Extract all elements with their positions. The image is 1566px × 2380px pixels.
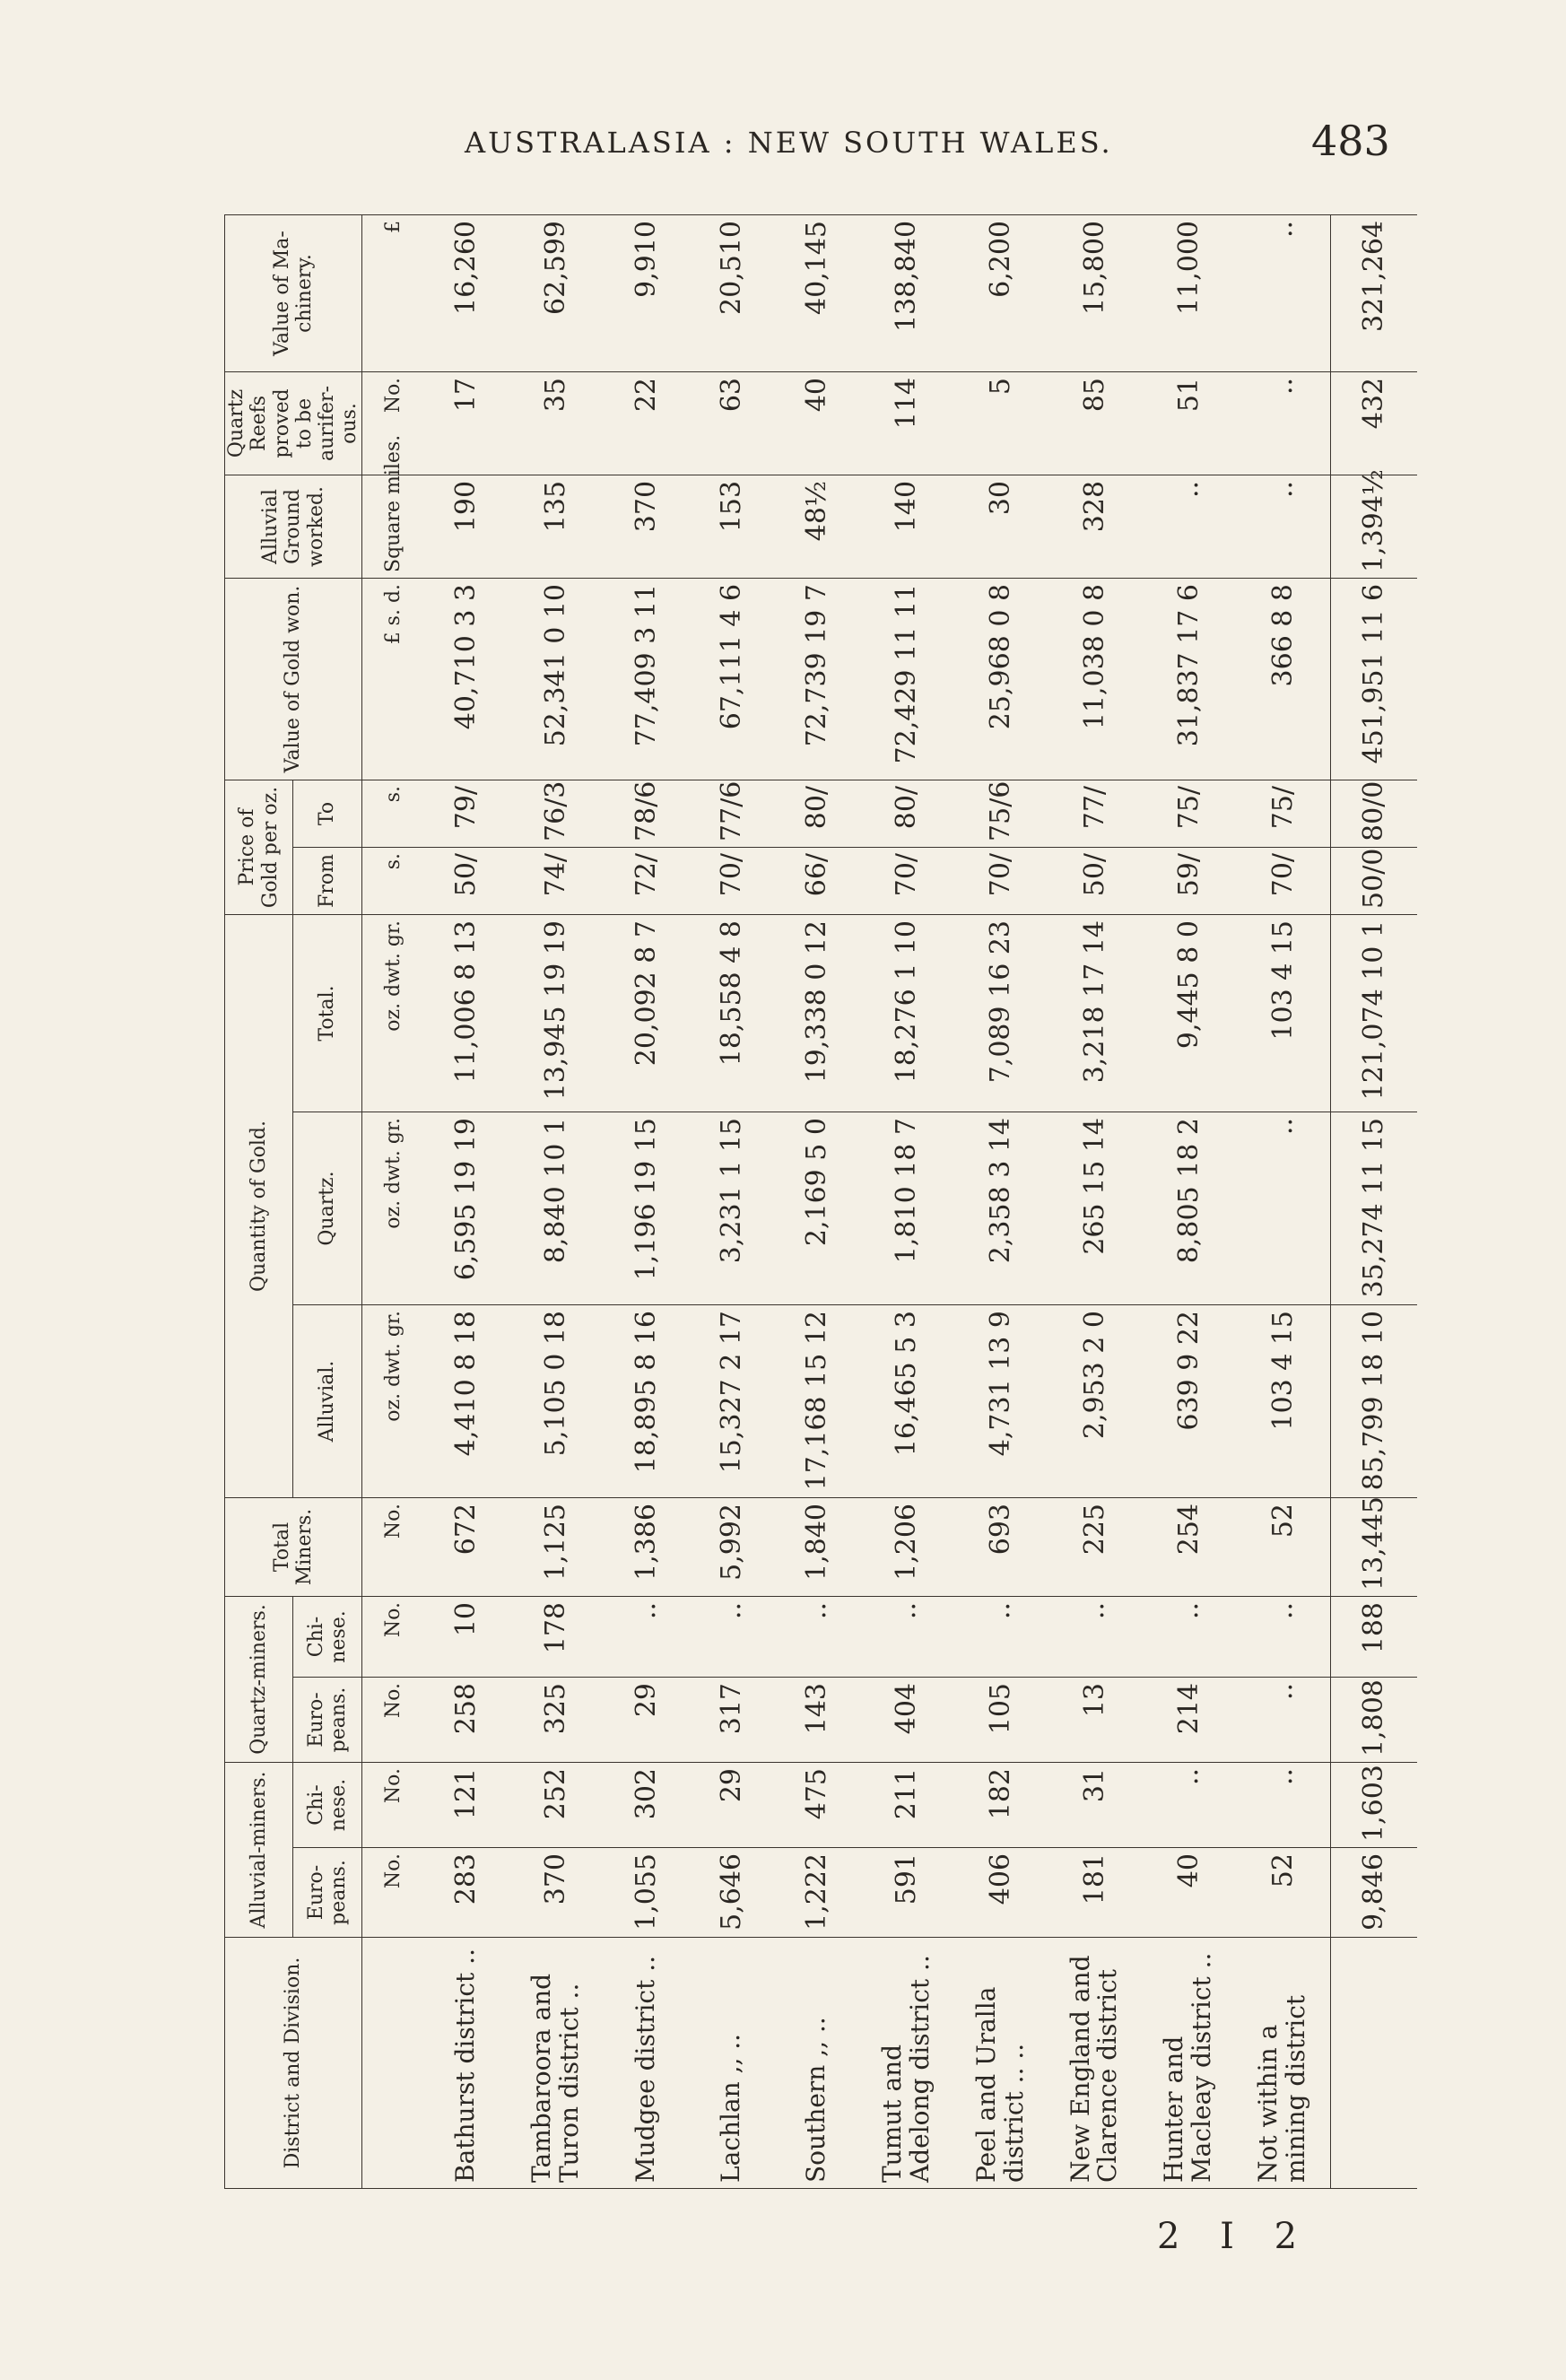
- price-from-cell: 70/: [1236, 847, 1331, 914]
- page-number: 483: [1311, 117, 1390, 165]
- units-cell: s.: [361, 780, 423, 847]
- quartz-chinese-cell: ..: [953, 1596, 1048, 1677]
- price-to-cell: 80/: [774, 780, 859, 847]
- running-title: AUSTRALASIA : NEW SOUTH WALES.: [465, 126, 1113, 160]
- total-miners-cell: 254: [1142, 1497, 1236, 1596]
- alluvial-europeans-cell: 1,055: [603, 1848, 688, 1938]
- alluvial-europeans-cell: 181: [1048, 1848, 1142, 1938]
- units-cell: £ s. d.: [361, 578, 423, 780]
- subheader-quartz: Quartz.: [293, 1112, 361, 1304]
- total-gold-cell: 7,089 16 23: [953, 914, 1048, 1112]
- total-gold-cell: 13,945 19 19: [509, 914, 604, 1112]
- quartz-europeans-cell: 325: [509, 1677, 604, 1762]
- district-cell: New England and Clarence district: [1048, 1938, 1142, 2189]
- alluvial-chinese-cell: ..: [1236, 1762, 1331, 1847]
- value-machinery-cell: 11,000: [1142, 214, 1236, 371]
- alluvial-gold-cell: 639 9 22: [1142, 1304, 1236, 1497]
- district-cell: Tambaroora and Turon district ..: [509, 1938, 604, 2189]
- table-row: [1236, 214, 1331, 2188]
- total-miners-cell: 693: [953, 1497, 1048, 1596]
- alluvial-chinese-cell: 29: [689, 1762, 774, 1847]
- price-from-cell: 70/: [953, 847, 1048, 914]
- alluvial-europeans-cell: 591: [859, 1848, 953, 1938]
- value-gold-cell: 67,111 4 6: [689, 578, 774, 780]
- subheader-alluvial: Alluvial.: [293, 1304, 361, 1497]
- district-cell: Peel and Uralla district .. ..: [953, 1938, 1048, 2189]
- quartz-europeans-cell: 214: [1142, 1677, 1236, 1762]
- table-row: [859, 214, 953, 2188]
- alluvial-gold-cell: 16,465 5 3: [859, 1304, 953, 1497]
- total-gold-cell: 18,558 4 8: [689, 914, 774, 1112]
- alluvial-chinese-cell: 252: [509, 1762, 604, 1847]
- value-machinery-cell: ..: [1236, 214, 1331, 371]
- alluvial-gold-cell: 2,953 2 0: [1048, 1304, 1142, 1497]
- units-cell: No.: [361, 1677, 423, 1762]
- total-gold-cell: 103 4 15: [1236, 914, 1331, 1112]
- value-gold-cell: 72,739 19 7: [774, 578, 859, 780]
- total-gold-cell: 3,218 17 14: [1048, 914, 1142, 1112]
- header-district: District and Division.: [225, 1938, 362, 2189]
- alluvial-gold-cell: 15,327 2 17: [689, 1304, 774, 1497]
- price-to-cell: 77/6: [689, 780, 774, 847]
- quartz-chinese-cell: 178: [509, 1596, 604, 1677]
- header-value-gold: Value of Gold won.: [225, 578, 362, 780]
- price-from-cell: 74/: [509, 847, 604, 914]
- quartz-gold-cell: ..: [1236, 1112, 1331, 1304]
- quartz-chinese-cell: ..: [1142, 1596, 1236, 1677]
- header-quantity: Quantity of Gold.: [225, 914, 293, 1497]
- quartz-europeans-cell: 258: [423, 1677, 509, 1762]
- total-alluvial-ground-cell: 1,394½: [1330, 475, 1416, 578]
- quartz-chinese-cell: ..: [1236, 1596, 1331, 1677]
- subheader-from: From: [293, 847, 361, 914]
- price-to-cell: 77/: [1048, 780, 1142, 847]
- quartz-europeans-cell: 404: [859, 1677, 953, 1762]
- alluvial-gold-cell: 103 4 15: [1236, 1304, 1331, 1497]
- header-alluvial-ground: Alluvial Ground worked.: [225, 475, 362, 578]
- total-quartz-europeans-cell: 1,808: [1330, 1677, 1416, 1762]
- quartz-gold-cell: 6,595 19 19: [423, 1112, 509, 1304]
- table-row: [423, 214, 509, 2188]
- total-alluvial-europeans-cell: 9,846: [1330, 1848, 1416, 1938]
- quartz-reefs-cell: ..: [1236, 371, 1331, 475]
- value-machinery-cell: 20,510: [689, 214, 774, 371]
- subheader-alluvial-chinese: Chi-nese.: [293, 1762, 361, 1847]
- units-cell: [361, 1938, 423, 2189]
- total-row: [1330, 214, 1416, 2188]
- price-to-cell: 79/: [423, 780, 509, 847]
- units-cell: No.: [361, 1596, 423, 1677]
- total-value-gold-cell: 451,951 11 6: [1330, 578, 1416, 780]
- alluvial-europeans-cell: 283: [423, 1848, 509, 1938]
- subheader-alluvial-europeans: Euro-peans.: [293, 1848, 361, 1938]
- price-to-cell: 80/: [859, 780, 953, 847]
- total-miners-cell: 1,840: [774, 1497, 859, 1596]
- alluvial-gold-cell: 5,105 0 18: [509, 1304, 604, 1497]
- table-row: [689, 214, 774, 2188]
- total-quartz-reefs-cell: 432: [1330, 371, 1416, 475]
- total-miners-cell: 1,386: [603, 1497, 688, 1596]
- quartz-europeans-cell: 105: [953, 1677, 1048, 1762]
- price-from-cell: 59/: [1142, 847, 1236, 914]
- units-cell: No.: [361, 1497, 423, 1596]
- table-row: [1048, 214, 1142, 2188]
- table-body: [361, 214, 1416, 2188]
- value-gold-cell: 11,038 0 8: [1048, 578, 1142, 780]
- quartz-gold-cell: 1,196 19 15: [603, 1112, 688, 1304]
- price-from-cell: 70/: [689, 847, 774, 914]
- alluvial-europeans-cell: 5,646: [689, 1848, 774, 1938]
- alluvial-ground-cell: 328: [1048, 475, 1142, 578]
- district-cell: Lachlan ,, ..: [689, 1938, 774, 2189]
- quartz-reefs-cell: 22: [603, 371, 688, 475]
- alluvial-ground-cell: 30: [953, 475, 1048, 578]
- alluvial-europeans-cell: 406: [953, 1848, 1048, 1938]
- total-miners-cell: 5,992: [689, 1497, 774, 1596]
- subheader-total: Total.: [293, 914, 361, 1112]
- units-cell: No.: [361, 1848, 423, 1938]
- total-miners-cell: 1,125: [509, 1497, 604, 1596]
- total-total-gold-cell: 121,074 10 1: [1330, 914, 1416, 1112]
- units-cell: s.: [361, 847, 423, 914]
- total-miners-cell: 52: [1236, 1497, 1331, 1596]
- header-quartz-miners: Quartz-miners.: [225, 1596, 293, 1762]
- alluvial-ground-cell: 370: [603, 475, 688, 578]
- quartz-europeans-cell: ..: [1236, 1677, 1331, 1762]
- printer-signature: 2 I 2: [1157, 2216, 1312, 2257]
- district-cell: Southern ,, ..: [774, 1938, 859, 2189]
- price-from-cell: 72/: [603, 847, 688, 914]
- total-quartz-gold-cell: 35,274 11 15: [1330, 1112, 1416, 1304]
- alluvial-chinese-cell: 302: [603, 1762, 688, 1847]
- header-quartz-reefs: Quartz Reefs proved to be aurifer-ous.: [225, 371, 362, 475]
- units-cell: No.: [361, 1762, 423, 1847]
- alluvial-ground-cell: 135: [509, 475, 604, 578]
- alluvial-europeans-cell: 370: [509, 1848, 604, 1938]
- quartz-reefs-cell: 5: [953, 371, 1048, 475]
- value-gold-cell: 31,837 17 6: [1142, 578, 1236, 780]
- units-cell: oz. dwt. gr.: [361, 1112, 423, 1304]
- quartz-chinese-cell: ..: [603, 1596, 688, 1677]
- table-row: [774, 214, 859, 2188]
- total-value-machinery-cell: 321,264: [1330, 214, 1416, 371]
- price-to-cell: 78/6: [603, 780, 688, 847]
- alluvial-gold-cell: 4,410 8 18: [423, 1304, 509, 1497]
- quartz-gold-cell: 3,231 1 15: [689, 1112, 774, 1304]
- quartz-chinese-cell: ..: [1048, 1596, 1142, 1677]
- subheader-quartz-europeans: Euro-peans.: [293, 1677, 361, 1762]
- price-to-cell: 75/: [1142, 780, 1236, 847]
- alluvial-europeans-cell: 1,222: [774, 1848, 859, 1938]
- value-machinery-cell: 40,145: [774, 214, 859, 371]
- quartz-gold-cell: 8,805 18 2: [1142, 1112, 1236, 1304]
- quartz-reefs-cell: 63: [689, 371, 774, 475]
- quartz-gold-cell: 265 15 14: [1048, 1112, 1142, 1304]
- table-row: [1142, 214, 1236, 2188]
- value-gold-cell: 40,710 3 3: [423, 578, 509, 780]
- alluvial-ground-cell: ..: [1142, 475, 1236, 578]
- quartz-europeans-cell: 317: [689, 1677, 774, 1762]
- total-label-cell: [1330, 1938, 1416, 2189]
- quartz-reefs-cell: 51: [1142, 371, 1236, 475]
- district-cell: Tumut and Adelong district ..: [859, 1938, 953, 2189]
- quartz-reefs-cell: 114: [859, 371, 953, 475]
- total-gold-cell: 20,092 8 7: [603, 914, 688, 1112]
- table-row: [509, 214, 604, 2188]
- quartz-gold-cell: 2,358 3 14: [953, 1112, 1048, 1304]
- alluvial-chinese-cell: 121: [423, 1762, 509, 1847]
- total-gold-cell: 19,338 0 12: [774, 914, 859, 1112]
- subheader-quartz-chinese: Chi-nese.: [293, 1596, 361, 1677]
- total-miners-cell: 225: [1048, 1497, 1142, 1596]
- quartz-reefs-cell: 35: [509, 371, 604, 475]
- quartz-reefs-cell: 17: [423, 371, 509, 475]
- header-price: Price of Gold per oz.: [225, 780, 293, 914]
- total-price-from-cell: 50/0: [1330, 847, 1416, 914]
- gold-table-rotated: [224, 215, 1390, 2189]
- value-gold-cell: 72,429 11 11: [859, 578, 953, 780]
- district-cell: Mudgee district ..: [603, 1938, 688, 2189]
- value-machinery-cell: 9,910: [603, 214, 688, 371]
- quartz-chinese-cell: ..: [859, 1596, 953, 1677]
- total-gold-cell: 11,006 8 13: [423, 914, 509, 1112]
- value-machinery-cell: 16,260: [423, 214, 509, 371]
- total-miners-cell: 1,206: [859, 1497, 953, 1596]
- alluvial-chinese-cell: 182: [953, 1762, 1048, 1847]
- table-row: [603, 214, 688, 2188]
- quartz-chinese-cell: ..: [689, 1596, 774, 1677]
- quartz-europeans-cell: 29: [603, 1677, 688, 1762]
- price-from-cell: 66/: [774, 847, 859, 914]
- table-row: [953, 214, 1048, 2188]
- alluvial-chinese-cell: 211: [859, 1762, 953, 1847]
- value-machinery-cell: 138,840: [859, 214, 953, 371]
- value-machinery-cell: 15,800: [1048, 214, 1142, 371]
- district-cell: Bathurst district ..: [423, 1938, 509, 2189]
- units-cell: oz. dwt. gr.: [361, 1304, 423, 1497]
- quartz-gold-cell: 2,169 5 0: [774, 1112, 859, 1304]
- units-cell: Square miles.: [361, 475, 423, 578]
- quartz-reefs-cell: 85: [1048, 371, 1142, 475]
- alluvial-ground-cell: 153: [689, 475, 774, 578]
- alluvial-gold-cell: 17,168 15 12: [774, 1304, 859, 1497]
- total-quartz-chinese-cell: 188: [1330, 1596, 1416, 1677]
- table-header: [225, 214, 362, 2188]
- value-gold-cell: 77,409 3 11: [603, 578, 688, 780]
- value-gold-cell: 25,968 0 8: [953, 578, 1048, 780]
- header-total-miners: Total Miners.: [225, 1497, 362, 1596]
- alluvial-ground-cell: 140: [859, 475, 953, 578]
- quartz-chinese-cell: 10: [423, 1596, 509, 1677]
- alluvial-chinese-cell: ..: [1142, 1762, 1236, 1847]
- price-to-cell: 75/6: [953, 780, 1048, 847]
- units-cell: £: [361, 214, 423, 371]
- gold-statistics-table: [224, 214, 1417, 2189]
- price-from-cell: 50/: [1048, 847, 1142, 914]
- total-price-to-cell: 80/0: [1330, 780, 1416, 847]
- value-gold-cell: 366 8 8: [1236, 578, 1331, 780]
- units-cell: oz. dwt. gr.: [361, 914, 423, 1112]
- header-value-machinery: Value of Ma-chinery.: [225, 214, 362, 371]
- alluvial-ground-cell: ..: [1236, 475, 1331, 578]
- units-cell: No.: [361, 371, 423, 475]
- price-from-cell: 70/: [859, 847, 953, 914]
- value-machinery-cell: 62,599: [509, 214, 604, 371]
- units-row: [361, 214, 423, 2188]
- header-alluvial-miners: Alluvial-miners.: [225, 1762, 293, 1937]
- total-gold-cell: 9,445 8 0: [1142, 914, 1236, 1112]
- total-alluvial-gold-cell: 85,799 18 10: [1330, 1304, 1416, 1497]
- alluvial-ground-cell: 190: [423, 475, 509, 578]
- alluvial-gold-cell: 4,731 13 9: [953, 1304, 1048, 1497]
- district-cell: Not within a mining district: [1236, 1938, 1331, 2189]
- total-total-miners-cell: 13,445: [1330, 1497, 1416, 1596]
- quartz-chinese-cell: ..: [774, 1596, 859, 1677]
- value-gold-cell: 52,341 0 10: [509, 578, 604, 780]
- quartz-gold-cell: 1,810 18 7: [859, 1112, 953, 1304]
- alluvial-europeans-cell: 52: [1236, 1848, 1331, 1938]
- quartz-europeans-cell: 143: [774, 1677, 859, 1762]
- subheader-to: To: [293, 780, 361, 847]
- alluvial-chinese-cell: 31: [1048, 1762, 1142, 1847]
- alluvial-gold-cell: 18,895 8 16: [603, 1304, 688, 1497]
- page-header: [0, 0, 1566, 179]
- value-machinery-cell: 6,200: [953, 214, 1048, 371]
- district-cell: Hunter and Macleay district ..: [1142, 1938, 1236, 2189]
- total-alluvial-chinese-cell: 1,603: [1330, 1762, 1416, 1847]
- quartz-reefs-cell: 40: [774, 371, 859, 475]
- price-to-cell: 76/3: [509, 780, 604, 847]
- total-gold-cell: 18,276 1 10: [859, 914, 953, 1112]
- price-from-cell: 50/: [423, 847, 509, 914]
- alluvial-ground-cell: 48½: [774, 475, 859, 578]
- quartz-europeans-cell: 13: [1048, 1677, 1142, 1762]
- quartz-gold-cell: 8,840 10 1: [509, 1112, 604, 1304]
- alluvial-chinese-cell: 475: [774, 1762, 859, 1847]
- price-to-cell: 75/: [1236, 780, 1331, 847]
- alluvial-europeans-cell: 40: [1142, 1848, 1236, 1938]
- total-miners-cell: 672: [423, 1497, 509, 1596]
